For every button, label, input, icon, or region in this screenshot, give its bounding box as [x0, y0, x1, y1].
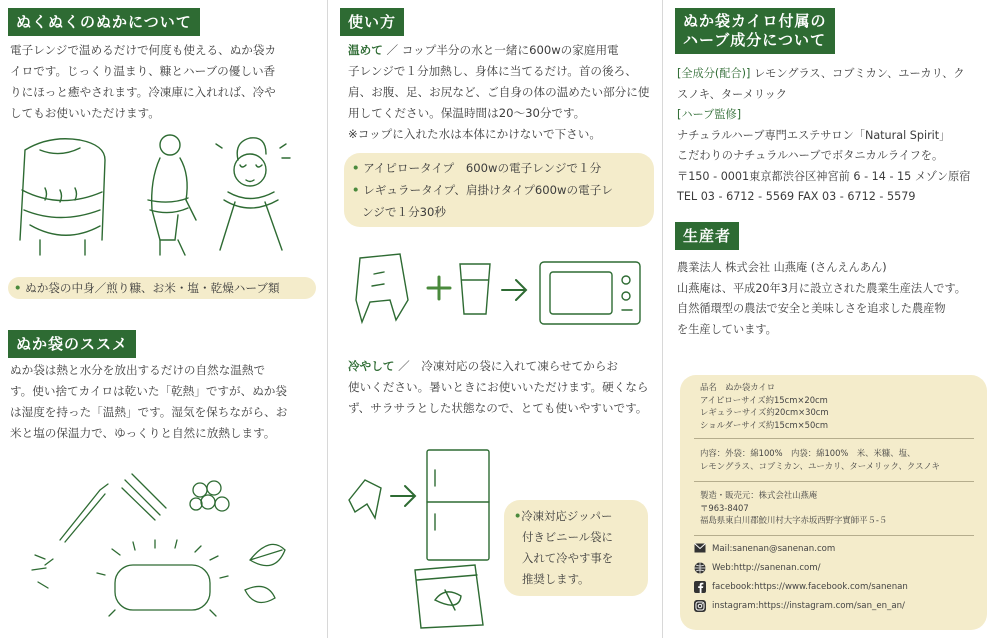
herb-info: [677, 64, 995, 208]
divider: [694, 481, 974, 482]
supervision-label: [ハーブ監修]: [677, 108, 742, 121]
heading-line: ハーブ成分について: [683, 31, 826, 49]
warm-instructions: [348, 40, 658, 145]
text-line: りにほっと癒やされます。冷凍庫に入れれば、冷や: [10, 85, 276, 99]
heading-producer: 生産者: [675, 222, 739, 250]
text-line: 米と塩の保温力で、ゆっくりと自然に放熱します。: [10, 426, 276, 440]
text-line: 品名 ぬか袋カイロ: [700, 382, 776, 392]
producer-info: [677, 258, 995, 340]
bullet-dot: •: [352, 161, 360, 175]
bullet-dot: •: [14, 281, 22, 295]
product-contents: [700, 447, 940, 472]
heating-times-pill: [344, 153, 654, 227]
freezer-illustration: [345, 440, 515, 630]
heading-recommend: ぬか袋のススメ: [8, 330, 136, 358]
text-line: 電子レンジで温めるだけで何度も使える、ぬか袋カ: [10, 43, 277, 57]
text-line: 山燕庵は、平成20年3月に設立された農業生産法人です。: [677, 281, 966, 295]
text-line: 用してください。保温時間は20〜30分です。: [348, 106, 586, 120]
about-paragraph: [10, 40, 320, 124]
contact-web[interactable]: [694, 561, 821, 575]
product-spec: [700, 381, 829, 431]
text-line: を生産しています。: [677, 322, 777, 336]
column-about: [0, 0, 325, 638]
text-line: 付きビニール袋に: [522, 530, 613, 544]
text-line: ※コップに入れた水は本体にかけないで下さい。: [348, 127, 601, 141]
text-line: TEL 03 - 6712 - 5569 FAX 03 - 6712 - 5579: [677, 190, 916, 203]
heading-usage: 使い方: [340, 8, 404, 36]
contents-pill: [8, 277, 316, 299]
text-line: 冷凍対応ジッパー: [521, 509, 613, 523]
heading-line: ぬか袋カイロ付属の: [683, 12, 827, 30]
ingredients-illustration: [20, 460, 310, 630]
freezer-note-pill: [504, 500, 648, 596]
ingredients-label: [全成分(配合)]: [677, 67, 751, 80]
product-info-box: [680, 375, 987, 630]
contact-mail[interactable]: [694, 542, 835, 556]
contact-facebook[interactable]: [694, 580, 908, 594]
text-line: してもお使いいただけます。: [10, 106, 160, 120]
contact-text: instagram:https://instagram.com/san_en_an/: [712, 601, 905, 611]
warm-label: 温めて: [348, 43, 383, 57]
contact-text: Mail:sanenan@sanenan.com: [712, 544, 836, 554]
text-line: 自然循環型の農法で安全と美味しさを追求した農産物: [677, 302, 946, 315]
text-line: こだわりのナチュラルハーブでボタニカルライフを。: [677, 149, 944, 162]
text-line: 肩、お腹、足、お尻など、ご自身の体の温めたい部分に使: [348, 85, 650, 99]
text-line: レギュラーサイズ約20cm×30cm: [700, 407, 829, 417]
instagram-icon: [694, 600, 706, 612]
globe-icon: [694, 562, 706, 574]
contact-text: Web:http://sanenan.com/: [712, 563, 821, 573]
text-line: アイピローサイズ約15cm×20cm: [700, 394, 828, 405]
maker-info: [700, 489, 887, 527]
warming-illustration: [10, 130, 310, 260]
text-line: レギュラータイプ、肩掛けタイプ600wの電子レ: [363, 183, 613, 197]
text-line: ／ 冷凍対応の袋に入れて凍らせてからお: [398, 359, 619, 373]
column-divider: [662, 0, 663, 638]
text-line: 〒963-8407: [700, 502, 749, 513]
text-line: ショルダーサイズ約15cm×50cm: [700, 419, 829, 430]
text-line: 〒150 - 0001東京都渋谷区神宮前 6 - 14 - 15 メゾン原宿: [677, 169, 971, 183]
text-line: 子レンジで１分加熱し、身体に当てるだけ。首の後ろ、: [348, 64, 637, 78]
text-line: ンジで１分30秒: [362, 205, 447, 219]
text-line: 推奨します。: [522, 572, 590, 586]
text-line: 農業法人 株式会社 山燕庵 (さんえんあん): [677, 261, 887, 274]
text-line: アイピロータイプ 600wの電子レンジで１分: [363, 161, 602, 175]
heading-herbs: [675, 8, 835, 54]
facebook-icon: [694, 581, 706, 593]
divider: [694, 438, 974, 439]
text-line: は湿度を持った「温熱」です。湿気を保ちながら、お: [10, 405, 288, 419]
text-line: 製造・販売元：株式会社山燕庵: [700, 490, 818, 500]
contact-text: facebook:https://www.facebook.com/sanenan: [712, 582, 908, 592]
bullet-dot: •: [514, 509, 522, 523]
bullet-dot: •: [352, 183, 360, 197]
text-line: ／ コップ半分の水と一緒に600wの家庭用電: [386, 43, 619, 57]
text-line: 内容：外袋：綿100% 内袋：綿100% 米、米糠、塩、: [700, 448, 916, 458]
mail-icon: [694, 543, 706, 555]
text-line: 入れて冷やす事を: [522, 551, 614, 565]
text-line: イロです。じっくり温まり、糠とハーブの優しい香: [10, 64, 276, 78]
cool-instructions: [348, 356, 658, 419]
heading-about: ぬくぬくのぬかについて: [8, 8, 200, 36]
recommend-paragraph: [10, 360, 320, 444]
divider: [694, 535, 974, 536]
contents-text: ぬか袋の中身／煎り糠、お米・塩・乾燥ハーブ類: [25, 281, 280, 295]
text-line: ず、サラサラとした状態なので、とても使いやすいです。: [348, 401, 648, 415]
text-line: す。使い捨てカイロは乾いた「乾熱」ですが、ぬか袋: [10, 384, 287, 398]
text-line: ぬか袋は熱と水分を放出するだけの自然な温熱で: [10, 363, 266, 377]
text-line: 使いください。暑いときにお使いいただけます。硬くなら: [348, 380, 649, 394]
cool-label: 冷やして: [348, 359, 395, 373]
column-divider: [327, 0, 328, 638]
contact-instagram[interactable]: [694, 599, 905, 613]
text-line: レモングラス、コブミカン、ユーカリ、ク: [750, 67, 965, 80]
column-usage: [330, 0, 660, 638]
text-line: レモングラス、コブミカン、ユーカリ、ターメリック、クスノキ: [700, 460, 940, 471]
text-line: スノキ、ターメリック: [677, 87, 787, 101]
text-line: 福島県東白川郡鮫川村大字赤坂西野字實師平５-５: [700, 515, 888, 525]
microwave-illustration: [350, 250, 650, 330]
text-line: ナチュラルハーブ専門エステサロン「Natural Spirit」: [677, 128, 951, 142]
